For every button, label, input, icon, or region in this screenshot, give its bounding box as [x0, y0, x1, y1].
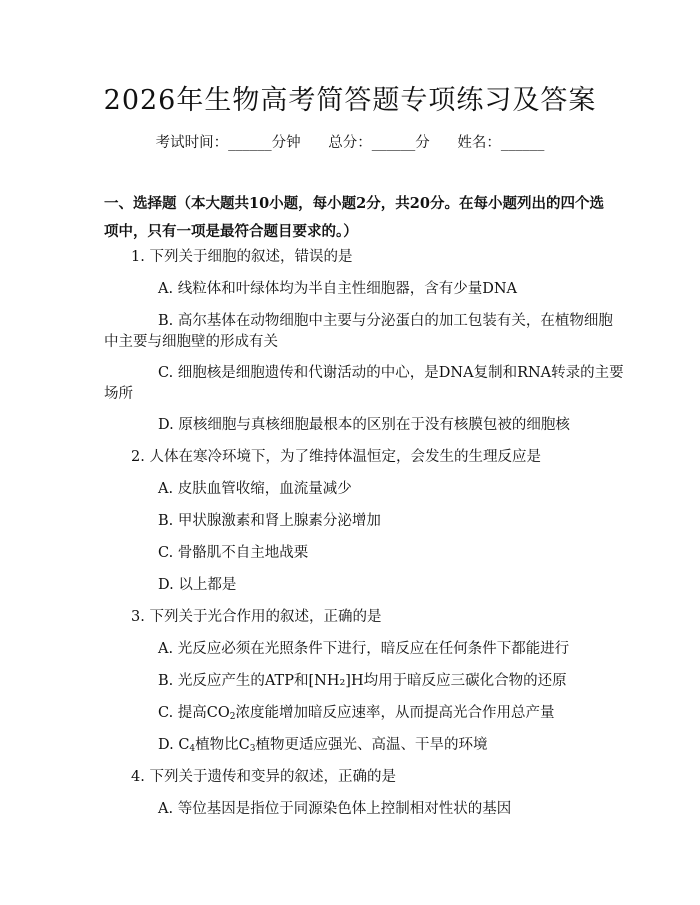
question-4-stem: 4. 下列关于遗传和变异的叙述，正确的是: [131, 769, 396, 785]
question-1-option-a: A. 线粒体和叶绿体均为半自主性细胞器，含有少量DNA: [158, 281, 517, 297]
question-2-option-b: B. 甲状腺激素和肾上腺素分泌增加: [158, 513, 381, 529]
question-1-option-c-line2: 场所: [104, 386, 133, 402]
time-label: 考试时间：: [155, 135, 229, 151]
name-blank: ______: [500, 135, 545, 151]
question-1-option-d: D. 原核细胞与真核细胞最根本的区别在于没有核膜包被的细胞核: [158, 417, 570, 433]
score-blank: ______: [371, 135, 416, 151]
question-2-option-d: D. 以上都是: [158, 577, 237, 593]
question-3-option-c: [158, 701, 555, 722]
question-3-option-d-sub1: 4: [189, 744, 196, 754]
time-blank: ______: [228, 135, 272, 151]
name-label: 姓名：: [457, 135, 501, 151]
question-3-option-c-pre: C. 提高CO: [158, 705, 230, 721]
question-4-option-a: A. 等位基因是指位于同源染色体上控制相对性状的基因: [158, 801, 512, 817]
question-2-option-a: A. 皮肤血管收缩，血流量减少: [158, 481, 352, 497]
question-1-option-b-line1: B. 高尔基体在动物细胞中主要与分泌蛋白的加工包装有关，在植物细胞: [158, 313, 613, 329]
question-3-option-d-post: 植物更适应强光、高温、干旱的环境: [255, 737, 488, 753]
document-title: 2026年生物高考简答题专项练习及答案: [103, 85, 597, 116]
exam-info-line: [0, 131, 700, 152]
score-unit: 分: [415, 135, 430, 151]
question-1-stem: 1. 下列关于细胞的叙述，错误的是: [131, 249, 353, 265]
score-label: 总分：: [328, 135, 372, 151]
question-2-stem: 2. 人体在寒冷环境下，为了维持体温恒定，会发生的生理反应是: [131, 449, 541, 465]
section-heading: 一、选择题（本大题共10小题，每小题2分，共20分。在每小题列出的四个选项中，只有一项是最符合题目要求的。）: [104, 195, 604, 240]
question-3-option-d-pre: D. C: [158, 737, 190, 753]
question-1-option-c-line1: C. 细胞核是细胞遗传和代谢活动的中心，是DNA复制和RNA转录的主要: [158, 365, 624, 381]
question-3-option-b: B. 光反应产生的ATP和[NH₂]H均用于暗反应三碳化合物的还原: [158, 673, 567, 689]
question-3-stem: 3. 下列关于光合作用的叙述，正确的是: [131, 609, 382, 625]
time-unit: 分钟: [271, 135, 301, 151]
question-1-option-b-line2: 中主要与细胞壁的形成有关: [104, 334, 278, 350]
question-3-option-d: [158, 733, 488, 754]
question-3-option-d-sub2: 3: [249, 744, 256, 754]
question-3-option-c-sub: 2: [229, 712, 236, 722]
question-3-option-d-mid: 植物比C: [195, 737, 250, 753]
question-2-option-c: C. 骨骼肌不自主地战栗: [158, 545, 309, 561]
question-3-option-a: A. 光反应必须在光照条件下进行，暗反应在任何条件下都能进行: [158, 641, 570, 657]
question-3-option-c-post: 浓度能增加暗反应速率，从而提高光合作用总产量: [235, 705, 555, 721]
